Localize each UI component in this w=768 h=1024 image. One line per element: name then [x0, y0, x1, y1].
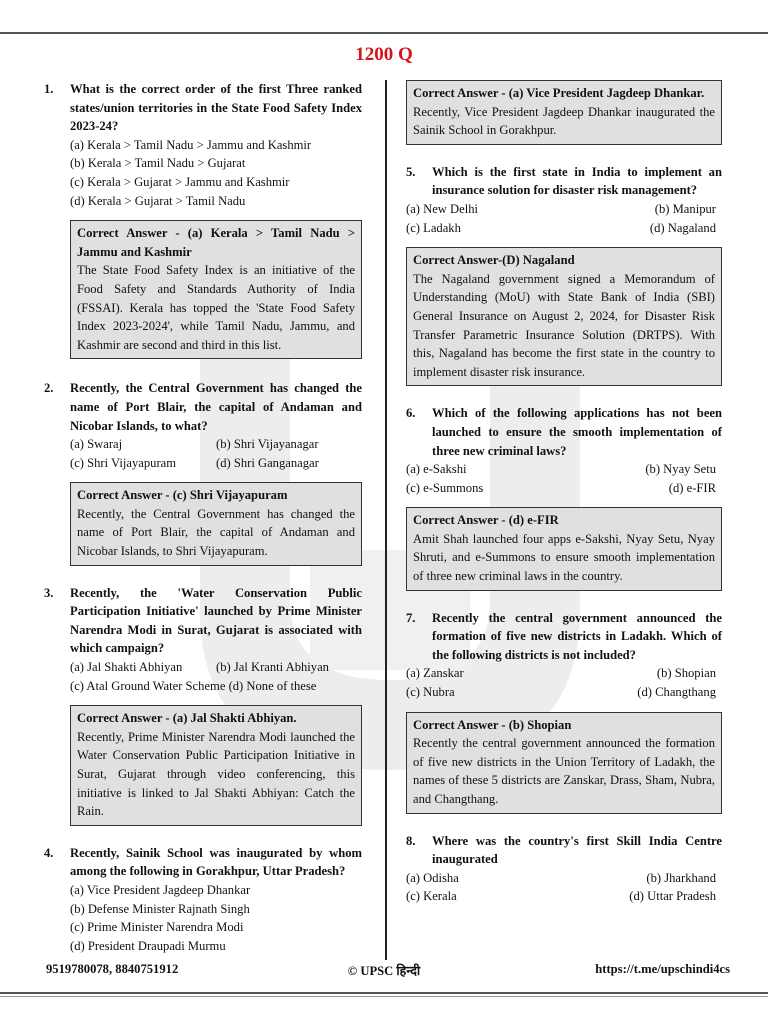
option-d: (d) Kerala > Gujarat > Tamil Nadu	[70, 193, 246, 208]
option-c: (c) Kerala	[406, 889, 457, 904]
question-text: Recently, the 'Water Conservation Public Participation Initiative' launched by Prime Minister Narendra Modi in Surat, Gujarat is associated with which campaign?	[70, 585, 362, 656]
footer-copyright: © UPSC हिन्दी	[347, 964, 421, 978]
answer-explanation: Recently, the Central Government has changed the name of Port Blair, the capital of Andaman and Nicobar Islands, to Shri Vijayapuram.	[77, 506, 355, 559]
right-column	[406, 80, 722, 906]
footer-telegram-link[interactable]: https://t.me/upschindi4cs	[595, 962, 730, 976]
answer-explanation: Recently, Vice President Jagdeep Dhankar inaugurated the Sainik School in Gorakhpur.	[413, 104, 715, 138]
question-number: 2.	[44, 381, 54, 396]
footer-rule	[0, 992, 768, 994]
option-d: (d) Uttar Pradesh	[629, 889, 716, 904]
option-a: (a) e-Sakshi	[406, 462, 467, 477]
answer-title: Correct Answer - (a) Jal Shakti Abhiyan.	[77, 711, 297, 726]
options	[70, 881, 362, 955]
option-a: (a) Swaraj	[70, 437, 123, 452]
option-d: (d) Nagaland	[649, 220, 716, 235]
options-q8	[406, 869, 722, 906]
question-5	[406, 163, 722, 200]
question-8	[406, 832, 722, 869]
options-q6	[406, 460, 722, 497]
options-q7	[406, 664, 722, 701]
option-d: (d) President Draupadi Murmu	[70, 938, 226, 953]
answer-title: Correct Answer - (a) Vice President Jagdeep Dhankar.	[413, 86, 705, 100]
option-a: (a) Zanskar	[406, 666, 464, 681]
answer-box-q7	[406, 712, 722, 814]
option-b: (b) Shri Vijayanagar	[216, 437, 319, 452]
options	[70, 136, 362, 210]
answer-box-q4	[406, 80, 722, 145]
question-text: Recently the central government announced the formation of five new districts in Ladakh. Which of the following districts is not included?	[432, 610, 722, 662]
answer-box	[70, 482, 362, 565]
question-2	[44, 379, 362, 565]
header-rule	[0, 32, 768, 34]
option-d: (d) e-FIR	[668, 480, 716, 495]
left-column	[44, 80, 362, 955]
question-number: 5.	[406, 164, 416, 179]
option-c: (c) Kerala > Gujarat > Jammu and Kashmir	[70, 174, 290, 189]
answer-explanation: The Nagaland government signed a Memorandum of Understanding (MoU) with State Bank of India (SBI) General Insurance on August 2, 2024, for Disaster Risk Transfer Parametric Insurance Solution (DRTPS). With this, Nagaland has become the first state in the country to implement disaster risk insurance.	[413, 271, 715, 379]
answer-explanation: Recently the central government announced the formation of five new districts in the Union Territory of Ladakh, the names of these 5 districts are Zanskar, Drass, Sham, Nubra, and Changthang.	[413, 736, 715, 806]
answer-box-q6	[406, 507, 722, 590]
option-b: (b) Kerala > Tamil Nadu > Gujarat	[70, 156, 246, 171]
answer-box	[70, 705, 362, 826]
question-3	[44, 584, 362, 826]
option-c: (c) Nubra	[406, 685, 455, 700]
options-q5	[406, 200, 722, 237]
options	[70, 435, 362, 472]
question-text: Recently, the Central Government has changed the name of Port Blair, the capital of Andaman and Nicobar Islands, to what?	[70, 381, 362, 433]
option-b: (b) Nyay Setu	[645, 462, 716, 477]
answer-explanation: The State Food Safety Index is an initiative of the Food Safety and Standards Authority of India (FSSAI). Kerala has topped the 'State Food Safety Index 2023-2024', while Tamil Nadu, Jammu, and Kashmir are second and third in this list.	[77, 263, 355, 352]
question-number: 1.	[44, 82, 54, 96]
option-c: (c) Shri Vijayapuram	[70, 455, 177, 470]
question-text: Where was the country's first Skill India Centre inaugurated	[432, 833, 722, 867]
answer-explanation: Amit Shah launched four apps e-Sakshi, Nyay Setu, Nyay Shruti, and e-Summons to ensure smooth implementation of three new criminal laws in the country.	[413, 531, 715, 584]
footer-phones: 9519780078, 8840751912	[46, 962, 179, 976]
question-number: 6.	[406, 406, 416, 421]
page-title: 1200 Q	[355, 44, 413, 65]
footer-rule-thin	[0, 996, 768, 997]
question-4	[44, 844, 362, 956]
option-c: (c) e-Summons	[406, 480, 484, 495]
option-b: (b) Jal Kranti Abhiyan	[216, 660, 329, 675]
option-b: (b) Jharkhand	[646, 870, 716, 885]
question-text: What is the correct order of the first Three ranked states/union territories in the State Food Safety Index 2023-24?	[70, 82, 362, 134]
option-a: (a) Vice President Jagdeep Dhankar	[70, 882, 251, 897]
question-6	[406, 404, 722, 460]
answer-title: Correct Answer - (a) Kerala > Tamil Nadu > Jammu and Kashmir	[77, 226, 355, 259]
answer-box-q5	[406, 247, 722, 386]
question-text: Recently, Sainik School was inaugurated by whom among the following in Gorakhpur, Uttar Pradesh?	[70, 845, 362, 879]
option-a: (a) Odisha	[406, 870, 459, 885]
question-number: 7.	[406, 610, 416, 625]
answer-box	[70, 220, 362, 359]
option-c-d: (c) Atal Ground Water Scheme (d) None of these	[70, 678, 317, 693]
column-divider	[385, 80, 387, 960]
option-b: (b) Shopian	[656, 666, 716, 681]
option-a: (a) Kerala > Tamil Nadu > Jammu and Kashmir	[70, 137, 312, 152]
option-c: (c) Prime Minister Narendra Modi	[70, 920, 244, 935]
option-a: (a) New Delhi	[406, 201, 479, 216]
answer-explanation: Recently, Prime Minister Narendra Modi launched the Water Conservation Public Participation Initiative in Surat, Gujarat through video conferencing, this initiative is linked to Jal Shakti Abhiyan: Catch the Rain.	[77, 729, 355, 819]
option-d: (d) Changthang	[637, 685, 716, 700]
question-number: 3.	[44, 585, 54, 600]
question-text: Which of the following applications has not been launched to ensure the smooth implementation of three new criminal laws?	[432, 406, 722, 458]
answer-title: Correct Answer - (d) e-FIR	[413, 513, 559, 528]
question-7	[406, 609, 722, 665]
option-d: (d) Shri Ganganagar	[216, 455, 319, 470]
question-number: 8.	[406, 833, 416, 848]
option-b: (b) Manipur	[654, 201, 716, 216]
options	[70, 658, 362, 677]
option-b: (b) Defense Minister Rajnath Singh	[70, 901, 250, 916]
question-1	[44, 80, 362, 359]
answer-title: Correct Answer - (b) Shopian	[413, 717, 572, 732]
option-a: (a) Jal Shakti Abhiyan	[70, 660, 183, 675]
question-text: Which is the first state in India to implement an insurance solution for disaster risk management?	[432, 164, 722, 198]
answer-title: Correct Answer-(D) Nagaland	[413, 253, 575, 268]
answer-title: Correct Answer - (c) Shri Vijayapuram	[77, 488, 288, 503]
option-c: (c) Ladakh	[406, 220, 461, 235]
question-number: 4.	[44, 845, 54, 860]
